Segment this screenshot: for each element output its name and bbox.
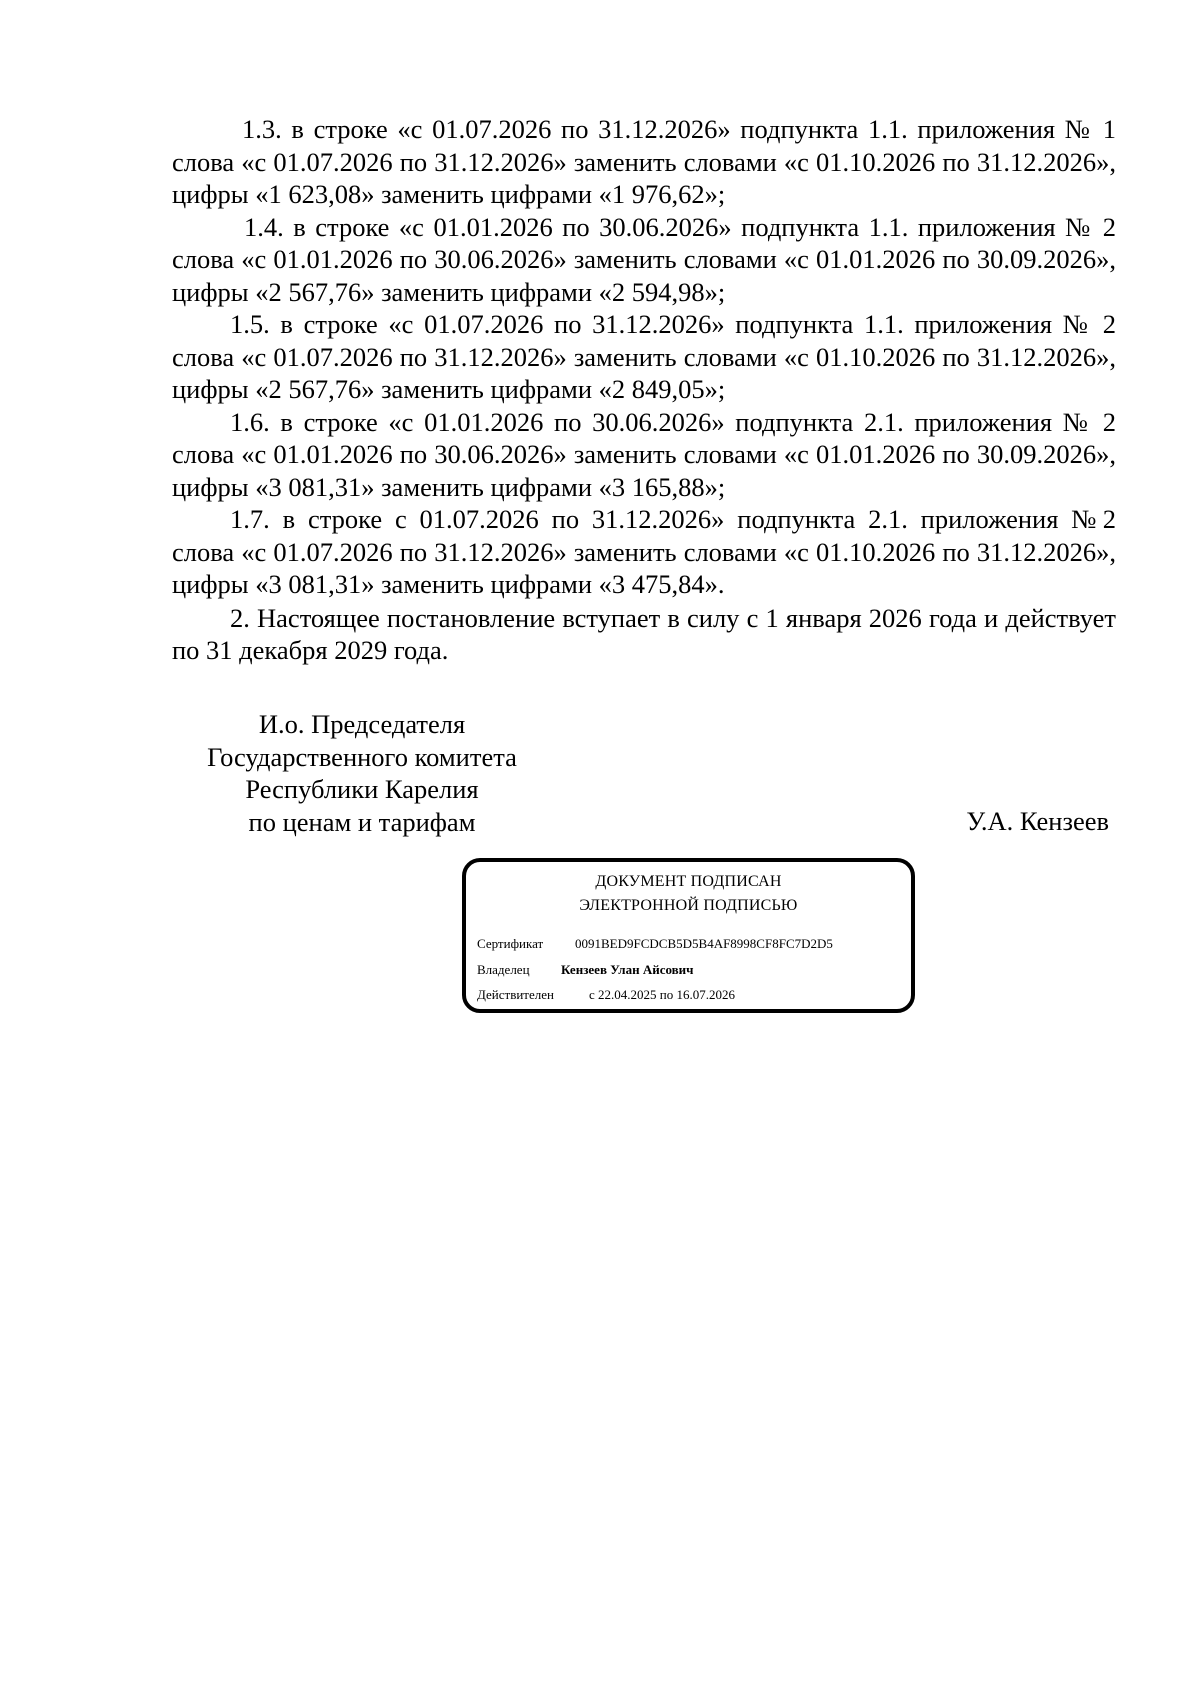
signatory-title-line: Республики Карелия — [245, 774, 479, 804]
paragraph-1-6: 1.6. в строке «с 01.01.2026 по 30.06.2026» подпункта 2.1. приложения № 2 слова «с 01.01.2026 по 30.06.2026» заменить словами «с 01.01.2026 по 30.09.2026», цифры «3 081,31» заменить цифрами «3 165,88»; — [172, 406, 1116, 502]
paragraph-1-5: 1.5. в строке «с 01.07.2026 по 31.12.2026» подпункта 1.1. приложения № 2 слова «с 01.07.2026 по 31.12.2026» заменить словами «с 01.10.2026 по 31.12.2026», цифры «2 567,76» заменить цифрами «2 849,05»; — [172, 309, 1116, 404]
paragraph-1-7: 1.7. в строке с 01.07.2026 по 31.12.2026» подпункта 2.1. приложения №2 слова «с 01.07.2026 по 31.12.2026» заменить словами «с 01.10.2026 по 31.12.2026», цифры «3 081,31» заменить цифрами «3 475,84». — [172, 504, 1116, 599]
stamp-certificate-label: Сертификат — [477, 936, 544, 951]
stamp-owner-row — [477, 961, 694, 979]
stamp-owner-label: Владелец — [477, 962, 530, 977]
stamp-certificate-value: 0091BED9FCDCB5D5B4AF8998CF8FC7D2D5 — [575, 936, 833, 951]
signatory-name: У.А. Кензеев — [966, 806, 1109, 836]
signatory-title-line: И.о. Председателя — [258, 709, 466, 739]
paragraph-1-3: 1.3. в строке «с 01.07.2026 по 31.12.2026» подпункта 1.1. приложения № 1 слова «с 01.07.2026 по 31.12.2026» заменить словами «с 01.10.2026 по 31.12.2026», цифры «1 623,08» заменить цифрами «1 976,62»; — [172, 114, 1116, 209]
stamp-owner-value: Кензеев Улан Айсович — [561, 962, 694, 977]
stamp-title — [466, 870, 911, 918]
stamp-title-line-2: ЭЛЕКТРОННОЙ ПОДПИСЬЮ — [579, 897, 798, 914]
signatory-title — [172, 708, 552, 838]
document-body — [172, 113, 1116, 667]
electronic-signature-stamp — [462, 858, 915, 1013]
signatory-title-line: Государственного комитета — [207, 741, 517, 772]
paragraph-2: 2. Настоящее постановление вступает в силу с 1 января 2026 года и действует по 31 декабря 2029 года. — [172, 602, 1116, 665]
stamp-validity-label: Действителен — [477, 987, 554, 1002]
paragraph-1-4: 1.4. в строке «с 01.01.2026 по 30.06.2026» подпункта 1.1. приложения № 2 слова «с 01.01.2026 по 30.06.2026» заменить словами «с 01.01.2026 по 30.09.2026», цифры «2 567,76» заменить цифрами «2 594,98»; — [172, 211, 1116, 307]
stamp-validity-value: с 22.04.2025 по 16.07.2026 — [589, 987, 735, 1002]
stamp-validity-row — [477, 986, 735, 1004]
signatory-title-line: по ценам и тарифам — [248, 806, 476, 837]
stamp-certificate-row — [477, 935, 833, 953]
stamp-title-line-1: ДОКУМЕНТ ПОДПИСАН — [595, 873, 782, 890]
